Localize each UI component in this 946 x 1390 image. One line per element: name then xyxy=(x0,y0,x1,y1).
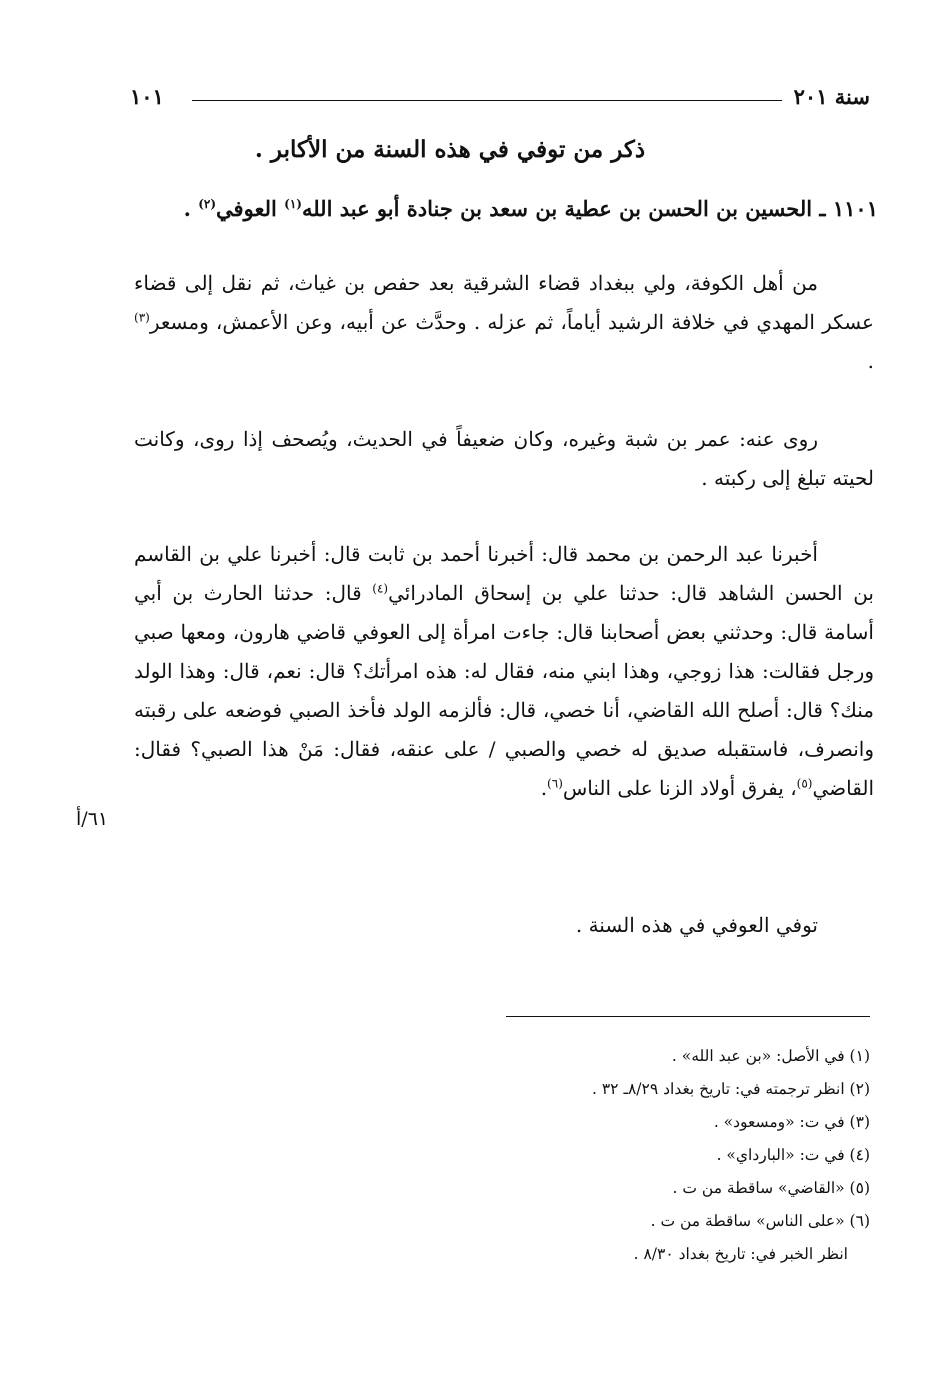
margin-folio-note: ٦١/أ xyxy=(76,808,109,830)
footnote: (٣) في ت: «ومسعود» . xyxy=(713,1113,870,1131)
footnote: (٦) «على الناس» ساقطة من ت . xyxy=(650,1212,870,1230)
paragraph-text: ، يفرق أولاد الزنا على الناس xyxy=(562,776,797,800)
paragraph-text: قال: حدثنا الحارث بن أبي أسامة قال: وحدثني بعض أصحابنا قال: جاءت امرأة إلى العوفي قاضي هارون، ومعها صبي ورجل فقالت: هذا زوجي، وهذا ابني منه، فقال له: هذه امرأتك؟ قال: نعم، قال: وهذا الولد منك؟ قال: أصلح الله القاضي، أنا خصي، قال: فألزمه الولد فأخذ الصبي فوضعه على رقبته وانصرف، فاستقبله صديق له خصي والصبي / على عنقه، فقال: مَنْ هذا الصبي؟ فقال: القاضي xyxy=(134,581,874,800)
entry-end: . xyxy=(183,196,199,221)
footnotes xyxy=(110,1040,870,1271)
footnote-ref: (٢) xyxy=(198,197,217,211)
footnote: (٥) «القاضي» ساقطة من ت . xyxy=(672,1179,870,1197)
paragraph-text: أخبرنا عبد الرحمن بن محمد قال: أخبرنا أحمد بن ثابت قال: أخبرنا علي بن القاسم بن الحسن الشاهد قال: حدثنا علي بن إسحاق المادرائي xyxy=(134,542,874,605)
paragraph-anecdote xyxy=(134,535,874,808)
paragraph-death xyxy=(134,906,874,945)
header-year: سنة ٢٠١ xyxy=(793,84,870,109)
entry-heading xyxy=(118,196,878,221)
paragraph-text: . xyxy=(867,349,874,373)
entry-name: الحسين بن الحسن بن عطية بن سعد بن جنادة أبو عبد الله xyxy=(301,196,813,221)
footnote-ref: (٣) xyxy=(134,310,150,325)
paragraph-text: روى عنه: عمر بن شبة وغيره، وكان ضعيفاً في الحديث، ويُصحف إذا روى، وكانت لحيته تبلغ إلى ركبته . xyxy=(134,427,874,490)
footnote: (٢) انظر ترجمته في: تاريخ بغداد ٨/٢٩ـ ٣٢ . xyxy=(592,1080,870,1098)
paragraph-text: من أهل الكوفة، ولي ببغداد قضاء الشرقية بعد حفص بن غياث، ثم نقل إلى قضاء عسكر المهدي في خلافة الرشيد أياماً، ثم عزله . وحدَّث عن أبيه، وعن الأعمش، ومسعر xyxy=(134,271,874,334)
footnote-ref: (٦) xyxy=(547,776,563,791)
section-heading: ذكر من توفي في هذه السنة من الأكابر . xyxy=(254,136,646,163)
footnote: (١) في الأصل: «بن عبد الله» . xyxy=(671,1047,870,1065)
footnote: (٤) في ت: «البارداي» . xyxy=(716,1146,870,1164)
paragraph-narrators xyxy=(134,420,874,498)
page-number: ١٠١ xyxy=(130,84,164,109)
source-note: انظر الخبر في: تاريخ بغداد ٨/٣٠ . xyxy=(633,1245,848,1263)
header-rule xyxy=(192,100,782,101)
running-header xyxy=(130,84,870,114)
footnote-rule xyxy=(506,1016,870,1017)
entry-number: ١١٠١ ـ xyxy=(812,196,878,221)
paragraph-biography xyxy=(134,264,874,381)
paragraph-text: . xyxy=(540,776,548,800)
paragraph-text: توفي العوفي في هذه السنة . xyxy=(575,913,818,937)
footnote-ref: (٥) xyxy=(796,776,813,791)
footnote-ref: (١) xyxy=(284,197,302,211)
entry-nisba: العوفي xyxy=(216,196,285,221)
footnote-ref: (٤) xyxy=(372,581,389,596)
